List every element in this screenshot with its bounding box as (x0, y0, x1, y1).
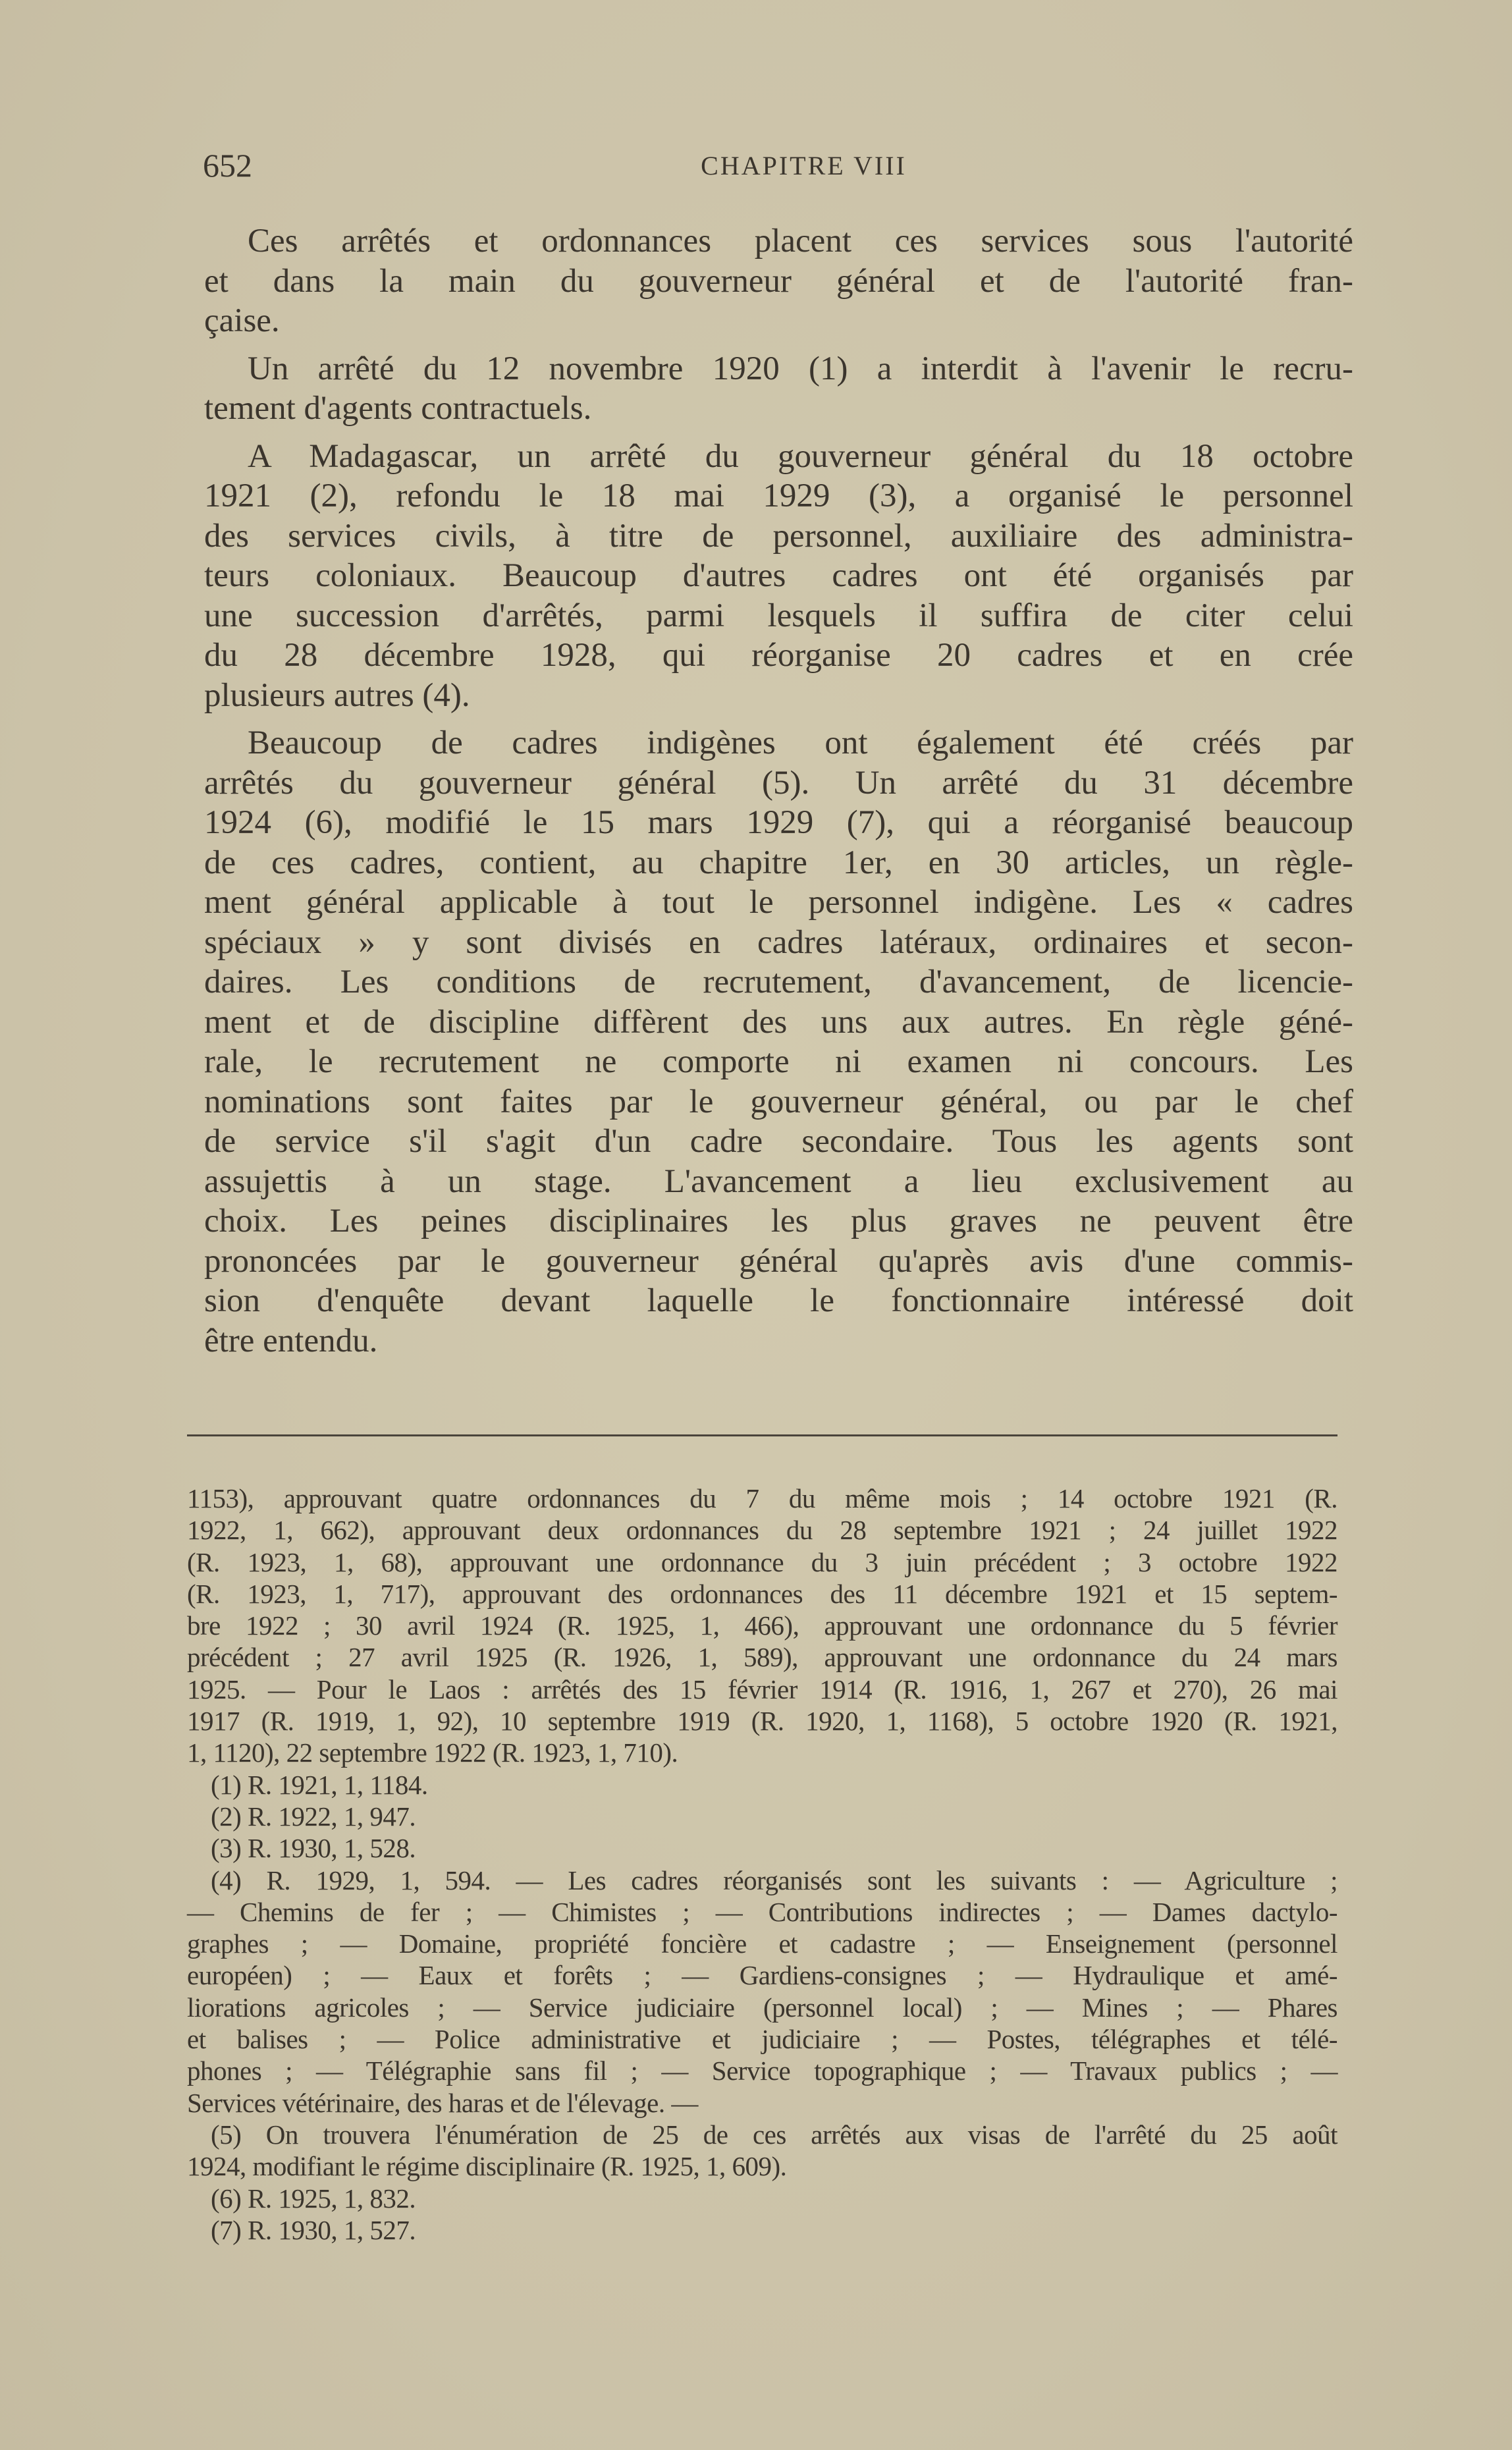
text-line: prononcées par le gouverneur général qu'après avis d'une commis- (204, 1242, 1353, 1280)
text-line: daires. Les conditions de recrutement, d'avancement, de licencie- (204, 964, 1353, 1000)
footnote-line: précédent ; 27 avril 1925 (R. 1926, 1, 589), approuvant une ordonnance du 24 mars (187, 1642, 1337, 1673)
text-line: et dans la main du gouverneur général et de l'autorité fran- (204, 262, 1353, 300)
footnote-line: 1, 1120), 22 septembre 1922 (R. 1923, 1, 710). (187, 1737, 678, 1768)
footnote (187, 2214, 1337, 2246)
footnote-line: 1925. — Pour le Laos : arrêtés des 15 février 1914 (R. 1916, 1, 267 et 270), 26 mai (187, 1674, 1337, 1704)
running-header: CHAPITRE VIII (701, 151, 907, 180)
footnote-line: (R. 1923, 1, 68), approuvant une ordonnance du 3 juin précédent ; 3 octobre 1922 (187, 1546, 1337, 1577)
text-line: assujettis à un stage. L'avancement a lieu exclusivement au (204, 1162, 1353, 1200)
footnote (187, 2183, 1337, 2214)
text-line: une succession d'arrêtés, parmi lesquels il suffira de citer celui (204, 597, 1353, 634)
footnote-line: 1924, modifiant le régime disciplinaire (R. 1925, 1, 609). (187, 2151, 787, 2182)
footnote (187, 1865, 1337, 2119)
footnote-line: européen) ; — Eaux et forêts ; — Gardiens-consignes ; — Hydraulique et amé- (187, 1960, 1337, 1991)
footnote-separator (187, 1434, 1337, 1436)
footnote-line: 1922, 1, 662), approuvant deux ordonnances du 28 septembre 1921 ; 24 juillet 1922 (187, 1515, 1337, 1546)
footnote-line: liorations agricoles ; — Service judiciaire (personnel local) ; — Mines ; — Phares (187, 1992, 1337, 2023)
footnotes (187, 1483, 1337, 2246)
text-line: A Madagascar, un arrêté du gouverneur général du 18 octobre (248, 437, 1353, 475)
footnote-line: (R. 1923, 1, 717), approuvant des ordonnances des 11 décembre 1921 et 15 septem- (187, 1578, 1337, 1609)
paragraph (204, 437, 1353, 716)
footnote-line: bre 1922 ; 30 avril 1924 (R. 1925, 1, 466), approuvant une ordonnance du 5 février (187, 1610, 1337, 1641)
text-line: nominations sont faites par le gouverneur général, ou par le chef (204, 1083, 1353, 1120)
footnote (187, 1483, 1337, 1769)
footnote-line: (3) R. 1930, 1, 528. (211, 1833, 416, 1864)
paragraph (204, 221, 1353, 341)
text-line: tement d'agents contractuels. (204, 390, 592, 427)
footnote (187, 1832, 1337, 1864)
page-number: 652 (203, 147, 252, 184)
footnote-line: Services vétérinaire, des haras et de l'élevage. — (187, 2087, 698, 2118)
footnote-line: (6) R. 1925, 1, 832. (211, 2183, 416, 2214)
footnote-line: (4) R. 1929, 1, 594. — Les cadres réorganisés sont les suivants : — Agriculture ; (211, 1865, 1337, 1895)
text-line: arrêtés du gouverneur général (5). Un arrêté du 31 décembre (204, 764, 1353, 802)
footnote-line: 1153), approuvant quatre ordonnances du 7 du même mois ; 14 octobre 1921 (R. (187, 1483, 1337, 1513)
text-line: rale, le recrutement ne comporte ni examen ni concours. Les (204, 1043, 1353, 1080)
text-line: ment et de discipline diffèrent des uns aux autres. En règle géné- (204, 1003, 1353, 1041)
paragraph (204, 723, 1353, 1361)
text-line: sion d'enquête devant laquelle le fonctionnaire intéressé doit (204, 1282, 1353, 1319)
text-line: Ces arrêtés et ordonnances placent ces services sous l'autorité (248, 223, 1353, 259)
footnote-line: phones ; — Télégraphie sans fil ; — Service topographique ; — Travaux publics ; — (187, 2055, 1337, 2086)
footnote-line: (2) R. 1922, 1, 947. (211, 1801, 416, 1832)
footnote-line: — Chemins de fer ; — Chimistes ; — Contributions indirectes ; — Dames dactylo- (187, 1896, 1337, 1927)
text-line: Beaucoup de cadres indigènes ont également été créés par (248, 724, 1353, 761)
text-line: teurs coloniaux. Beaucoup d'autres cadres ont été organisés par (204, 557, 1353, 594)
paragraph (204, 349, 1353, 429)
text-line: plusieurs autres (4). (204, 676, 470, 714)
text-line: de ces cadres, contient, au chapitre 1er, en 30 articles, un règle- (204, 844, 1353, 881)
text-line: des services civils, à titre de personnel, auxiliaire des administra- (204, 517, 1353, 555)
text-line: spéciaux » y sont divisés en cadres latéraux, ordinaires et secon- (204, 923, 1353, 961)
text-line: de service s'il s'agit d'un cadre secondaire. Tous les agents sont (204, 1123, 1353, 1160)
main-text (204, 221, 1353, 1369)
footnote-line: (7) R. 1930, 1, 527. (211, 2214, 416, 2245)
footnote-line: et balises ; — Police administrative et judiciaire ; — Postes, télégraphes et télé- (187, 2024, 1337, 2055)
footnote-line: (5) On trouvera l'énumération de 25 de ces arrêtés aux visas de l'arrêté du 25 août (211, 2119, 1337, 2150)
footnote-line: 1917 (R. 1919, 1, 92), 10 septembre 1919 (R. 1920, 1, 1168), 5 octobre 1920 (R. 1921, (187, 1706, 1337, 1737)
text-line: du 28 décembre 1928, qui réorganise 20 cadres et en crée (204, 637, 1353, 674)
footnote (187, 1801, 1337, 1832)
footnote-line: graphes ; — Domaine, propriété foncière et cadastre ; — Enseignement (personnel (187, 1928, 1337, 1959)
text-line: être entendu. (204, 1322, 378, 1359)
text-line: 1921 (2), refondu le 18 mai 1929 (3), a organisé le personnel (204, 477, 1353, 514)
footnote (187, 2119, 1337, 2183)
text-line: Un arrêté du 12 novembre 1920 (1) a interdit à l'avenir le recru- (248, 350, 1353, 387)
text-line: 1924 (6), modifié le 15 mars 1929 (7), qui a réorganisé beaucoup (204, 804, 1353, 841)
text-line: ment général applicable à tout le personnel indigène. Les « cadres (204, 884, 1353, 921)
text-line: çaise. (204, 302, 280, 339)
footnote (187, 1769, 1337, 1801)
footnote-line: (1) R. 1921, 1, 1184. (211, 1769, 428, 1800)
text-line: choix. Les peines disciplinaires les plus graves ne peuvent être (204, 1203, 1353, 1239)
